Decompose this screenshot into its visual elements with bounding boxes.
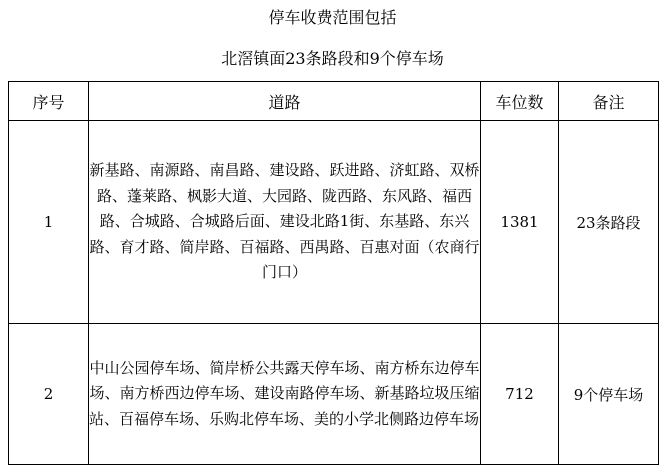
- table-header-row: [9, 82, 659, 121]
- header-index: 序号: [9, 82, 89, 121]
- header-roads: 道路: [89, 82, 481, 121]
- table-row: [9, 324, 659, 465]
- page-title: 停车收费范围包括: [268, 8, 397, 27]
- header-note: 备注: [559, 82, 659, 121]
- cell-index: 2: [9, 324, 89, 465]
- parking-fee-table: [8, 81, 659, 465]
- cell-spaces: 1381: [481, 121, 559, 324]
- page-subtitle: 北滘镇面23条路段和9个停车场: [221, 49, 444, 68]
- header-spaces: 车位数: [481, 82, 559, 121]
- cell-note: 23条路段: [559, 121, 659, 324]
- cell-spaces: 712: [481, 324, 559, 465]
- cell-index: 1: [9, 121, 89, 324]
- cell-roads: 新基路、南源路、南昌路、建设路、跃进路、济虹路、双桥路、蓬莱路、枫影大道、大园路、陇西路、东风路、福西路、合城路、合城路后面、建设北路1街、东基路、东兴路、育才路、简岸路、百福路、西禺路、百惠对面（农商行门口）: [89, 121, 481, 324]
- cell-roads: 中山公园停车场、简岸桥公共露天停车场、南方桥东边停车场、南方桥西边停车场、建设南路停车场、新基路垃圾压缩站、百福停车场、乐购北停车场、美的小学北侧路边停车场: [89, 324, 481, 465]
- cell-note: 9个停车场: [559, 324, 659, 465]
- table-row: [9, 121, 659, 324]
